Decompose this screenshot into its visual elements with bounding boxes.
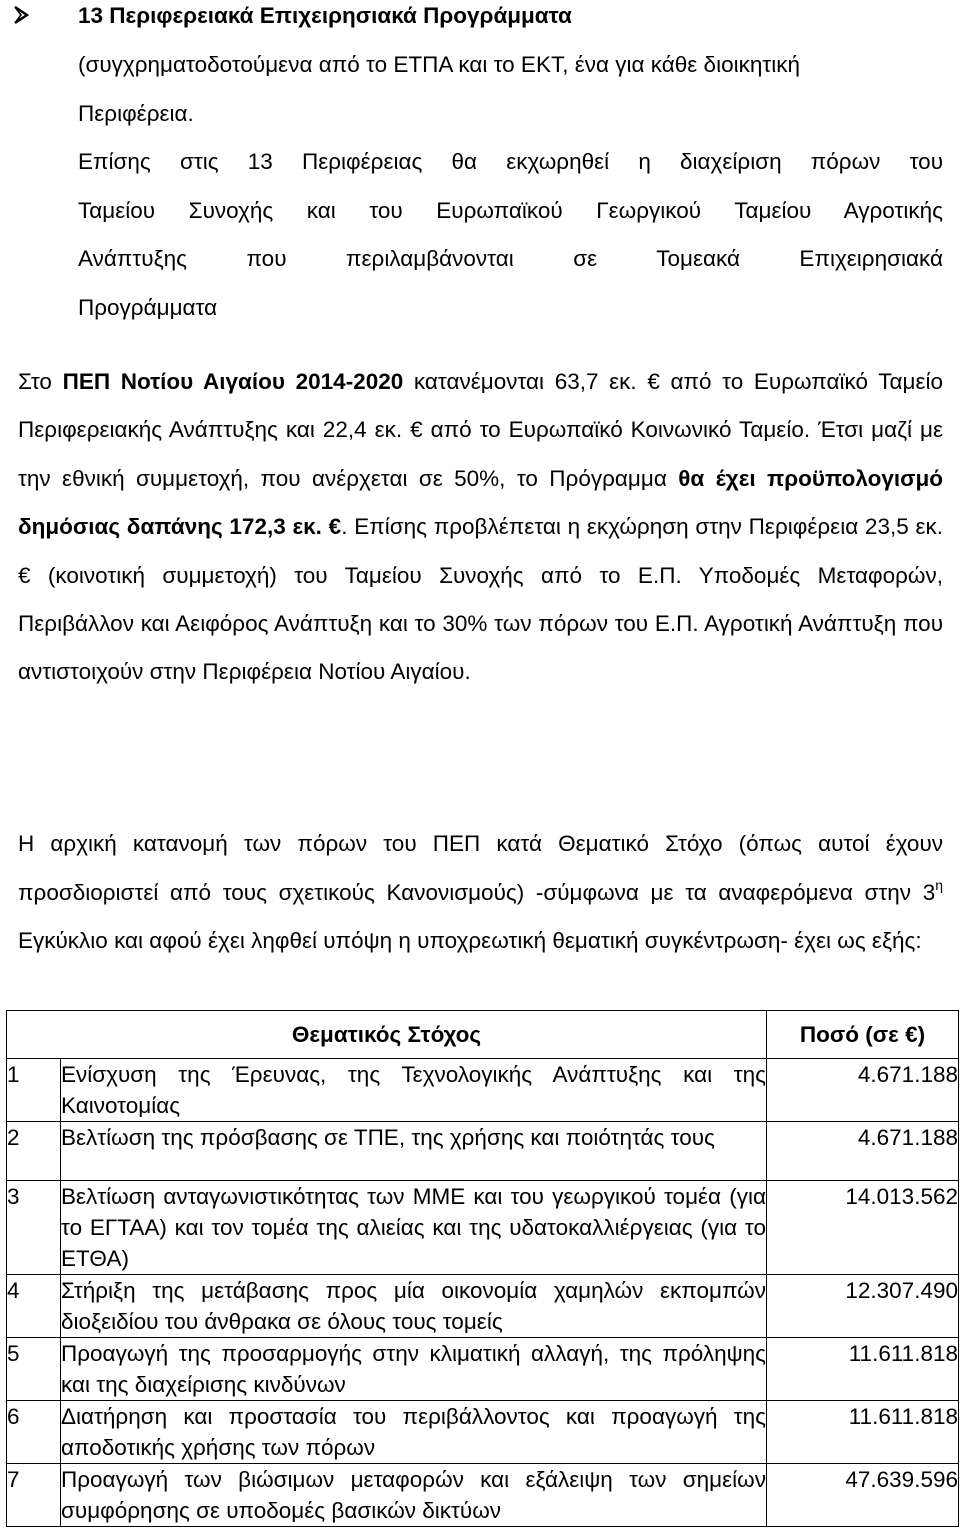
bullet-line: Ανάπτυξης που περιλαμβάνονται σε Τομεακά Επιχειρησιακά	[78, 246, 943, 272]
header-goal: Θεματικός Στόχος	[7, 1011, 767, 1059]
program-name: ΠΕΠ Νοτίου Αιγαίου 2014-2020	[62, 369, 404, 394]
table-row	[7, 1464, 959, 1527]
goal-description: Βελτίωση της πρόσβασης σε ΤΠΕ, της χρήσης και ποιότητάς τους	[61, 1122, 767, 1181]
goal-amount: 47.639.596	[767, 1464, 959, 1527]
arrow-bullet-icon	[10, 4, 32, 26]
table-row	[7, 1181, 959, 1275]
bullet-line: (συγχρηματοδοτούμενα από το ΕΤΠΑ και το ΕΚΤ, ένα για κάθε διοικητική	[78, 52, 800, 77]
goal-amount: 14.013.562	[767, 1181, 959, 1275]
goal-description: Προαγωγή της προσαρμογής στην κλιματική αλλαγή, της πρόληψης και της διαχείρισης κινδύνων	[61, 1338, 767, 1401]
goal-amount: 11.611.818	[767, 1401, 959, 1464]
bullet-line: Προγράμματα	[78, 294, 218, 320]
goal-description: Διατήρηση και προστασία του περιβάλλοντος και προαγωγή της αποδοτικής χρήσης των πόρων	[61, 1401, 767, 1464]
budget-highlight: θα έχει προϋπολογισμό δημόσιας δαπάνης 172,3 εκ. €	[18, 465, 943, 540]
goal-amount: 11.611.818	[767, 1338, 959, 1401]
text-span: κατανέμονται 63,7 εκ. € από το Ευρωπαϊκό Ταμείο Περιφερειακής Ανάπτυξης και 22,4 εκ. € από το Ευρωπαϊκό Κοινωνικό Ταμείο. Έτσι μαζί με την εθνική συμμετοχή, που ανέρχεται σε 50%, το Πρόγραμμα	[18, 369, 944, 491]
allocation-intro-paragraph	[18, 820, 943, 966]
header-amount: Ποσό (σε €)	[767, 1011, 959, 1059]
table-row	[7, 1059, 959, 1122]
funding-paragraph	[18, 358, 943, 697]
goal-number: 6	[7, 1401, 61, 1464]
bullet-line: Περιφέρεια.	[78, 100, 194, 126]
goal-number: 1	[7, 1059, 61, 1122]
text-span: Εγκύκλιο και αφού έχει ληφθεί υπόψη η υποχρεωτική θεματική συγκέντρωση- έχει ως εξής:	[18, 928, 922, 954]
text-span: Η αρχική κατανομή των πόρων του ΠΕΠ κατά Θεματικό Στόχο (όπως αυτοί έχουν προσδιοριστεί από τους σχετικούς Κανονισμούς) -σύμφωνα με τα αναφερόμενα στην 3	[18, 831, 943, 905]
goal-number: 4	[7, 1275, 61, 1338]
table-row	[7, 1122, 959, 1181]
goal-amount: 4.671.188	[767, 1059, 959, 1122]
bullet-line: Επίσης στις 13 Περιφέρειας θα εκχωρηθεί η διαχείριση πόρων του	[78, 149, 943, 175]
text-span: Στο	[18, 369, 63, 394]
superscript: η	[935, 876, 943, 893]
goal-number: 7	[7, 1464, 61, 1527]
bullet-title: 13 Περιφερειακά Επιχειρησιακά Προγράμματα	[78, 3, 572, 28]
goal-number: 2	[7, 1122, 61, 1181]
allocation-table	[6, 1010, 959, 1527]
bullet-body	[78, 41, 943, 333]
table-header-row	[7, 1011, 959, 1059]
goal-amount: 12.307.490	[767, 1275, 959, 1338]
table-row	[7, 1401, 959, 1464]
goal-description: Ενίσχυση της Έρευνας, της Τεχνολογικής Ανάπτυξης και της Καινοτομίας	[61, 1059, 767, 1122]
goal-number: 3	[7, 1181, 61, 1275]
goal-description: Προαγωγή των βιώσιμων μεταφορών και εξάλειψη των σημείων συμφόρησης σε υποδομές βασικών δικτύων	[61, 1464, 767, 1527]
table-row	[7, 1275, 959, 1338]
bullet-line: Ταμείου Συνοχής και του Ευρωπαϊκού Γεωργικού Ταμείου Αγροτικής	[78, 197, 943, 223]
goal-amount: 4.671.188	[767, 1122, 959, 1181]
text-span: . Επίσης προβλέπεται η εκχώρηση στην Περιφέρεια 23,5 εκ. € (κοινοτική συμμετοχή) του Ταμείου Συνοχής από το Ε.Π. Υποδομές Μεταφορών, Περιβάλλον και Αειφόρος Ανάπτυξη και το 30% των πόρων του Ε.Π. Αγροτική Ανάπτυξη που αντιστοιχούν στην Περιφέρεια Νοτίου Αιγαίου.	[18, 514, 943, 685]
goal-description: Βελτίωση ανταγωνιστικότητας των ΜΜΕ και του γεωργικού τομέα (για το ΕΓΤΑΑ) και τον τομέα της αλιείας και της υδατοκαλλιέργειας (για το ΕΤΘΑ)	[61, 1181, 767, 1275]
table-row	[7, 1338, 959, 1401]
goal-number: 5	[7, 1338, 61, 1401]
goal-description: Στήριξη της μετάβασης προς μία οικονομία χαμηλών εκπομπών διοξειδίου του άνθρακα σε όλους τους τομείς	[61, 1275, 767, 1338]
